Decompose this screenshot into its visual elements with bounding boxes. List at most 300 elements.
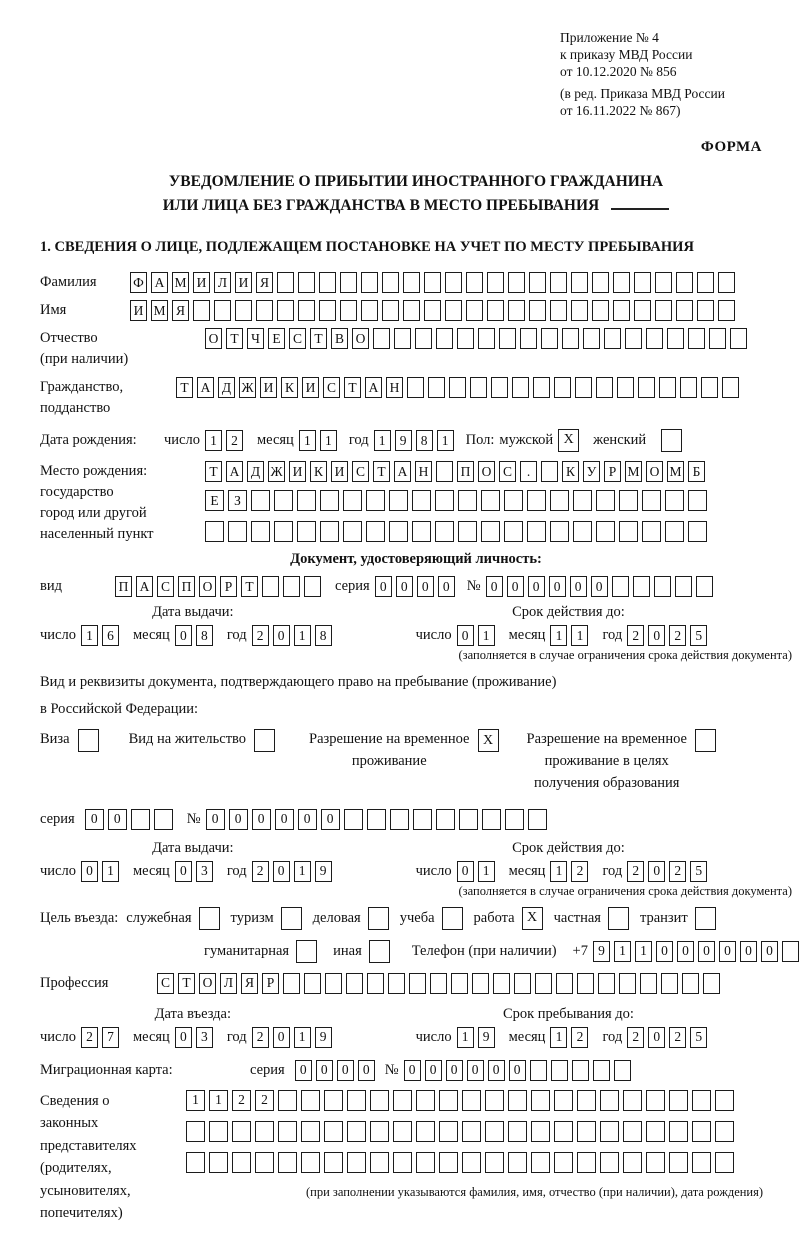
- char-cell[interactable]: [485, 1090, 504, 1111]
- char-cell[interactable]: [485, 1121, 504, 1142]
- char-cell[interactable]: 9: [315, 861, 332, 882]
- char-cell[interactable]: [669, 1090, 688, 1111]
- char-cell[interactable]: 0: [698, 941, 715, 962]
- char-cell[interactable]: [640, 973, 657, 994]
- char-cell[interactable]: 2: [81, 1027, 98, 1048]
- char-cell[interactable]: 0: [85, 809, 104, 830]
- char-cell[interactable]: У: [583, 461, 600, 482]
- char-cell[interactable]: [661, 973, 678, 994]
- char-cell[interactable]: [571, 300, 588, 321]
- char-cell[interactable]: 0: [446, 1060, 463, 1081]
- char-cell[interactable]: [435, 521, 454, 542]
- char-cell[interactable]: [343, 521, 362, 542]
- char-cell[interactable]: Ф: [130, 272, 147, 293]
- char-cell[interactable]: [531, 1152, 550, 1173]
- char-cell[interactable]: 2: [232, 1090, 251, 1111]
- char-cell[interactable]: [554, 377, 571, 398]
- char-cell[interactable]: [504, 521, 523, 542]
- char-cell[interactable]: 9: [315, 1027, 332, 1048]
- checkbox-work[interactable]: X: [522, 907, 543, 930]
- char-cell[interactable]: О: [205, 328, 222, 349]
- char-cell[interactable]: 0: [273, 625, 290, 646]
- char-cell[interactable]: 0: [375, 576, 392, 597]
- char-cell[interactable]: [458, 490, 477, 511]
- char-cell[interactable]: Т: [205, 461, 222, 482]
- char-cell[interactable]: [416, 1090, 435, 1111]
- char-cell[interactable]: 0: [591, 576, 608, 597]
- char-cell[interactable]: [715, 1152, 734, 1173]
- char-cell[interactable]: [676, 272, 693, 293]
- char-cell[interactable]: [481, 521, 500, 542]
- char-cell[interactable]: 6: [102, 625, 119, 646]
- char-cell[interactable]: 1: [205, 430, 222, 451]
- char-cell[interactable]: [301, 1152, 320, 1173]
- char-cell[interactable]: [604, 328, 621, 349]
- char-cell[interactable]: [505, 809, 524, 830]
- char-cell[interactable]: [154, 809, 173, 830]
- char-cell[interactable]: С: [157, 576, 174, 597]
- char-cell[interactable]: 0: [206, 809, 225, 830]
- char-cell[interactable]: Ч: [247, 328, 264, 349]
- char-cell[interactable]: О: [478, 461, 495, 482]
- char-cell[interactable]: [529, 300, 546, 321]
- char-cell[interactable]: [439, 1121, 458, 1142]
- char-cell[interactable]: [600, 1090, 619, 1111]
- char-cell[interactable]: [619, 490, 638, 511]
- char-cell[interactable]: [655, 300, 672, 321]
- char-cell[interactable]: П: [115, 576, 132, 597]
- char-cell[interactable]: [633, 576, 650, 597]
- char-cell[interactable]: [697, 300, 714, 321]
- char-cell[interactable]: [274, 521, 293, 542]
- char-cell[interactable]: 1: [320, 430, 337, 451]
- char-cell[interactable]: [186, 1121, 205, 1142]
- char-cell[interactable]: [278, 1121, 297, 1142]
- char-cell[interactable]: [262, 576, 279, 597]
- char-cell[interactable]: А: [365, 377, 382, 398]
- char-cell[interactable]: [550, 272, 567, 293]
- char-cell[interactable]: [676, 300, 693, 321]
- char-cell[interactable]: Б: [688, 461, 705, 482]
- char-cell[interactable]: [412, 521, 431, 542]
- checkbox-other[interactable]: [369, 940, 390, 963]
- char-cell[interactable]: Р: [604, 461, 621, 482]
- char-cell[interactable]: [531, 1121, 550, 1142]
- char-cell[interactable]: 2: [669, 861, 686, 882]
- char-cell[interactable]: [457, 328, 474, 349]
- char-cell[interactable]: [367, 973, 384, 994]
- char-cell[interactable]: [701, 377, 718, 398]
- char-cell[interactable]: [715, 1090, 734, 1111]
- char-cell[interactable]: [255, 1152, 274, 1173]
- char-cell[interactable]: 1: [209, 1090, 228, 1111]
- char-cell[interactable]: [409, 973, 426, 994]
- char-cell[interactable]: 0: [175, 625, 192, 646]
- char-cell[interactable]: 0: [438, 576, 455, 597]
- char-cell[interactable]: [659, 377, 676, 398]
- char-cell[interactable]: [529, 272, 546, 293]
- char-cell[interactable]: [654, 576, 671, 597]
- char-cell[interactable]: К: [562, 461, 579, 482]
- char-cell[interactable]: З: [228, 490, 247, 511]
- char-cell[interactable]: [278, 1152, 297, 1173]
- char-cell[interactable]: [462, 1121, 481, 1142]
- char-cell[interactable]: [436, 809, 455, 830]
- char-cell[interactable]: 1: [437, 430, 454, 451]
- char-cell[interactable]: [445, 272, 462, 293]
- char-cell[interactable]: 1: [550, 861, 567, 882]
- char-cell[interactable]: 1: [294, 625, 311, 646]
- char-cell[interactable]: [413, 809, 432, 830]
- char-cell[interactable]: [675, 576, 692, 597]
- char-cell[interactable]: 0: [229, 809, 248, 830]
- char-cell[interactable]: [575, 377, 592, 398]
- char-cell[interactable]: 0: [108, 809, 127, 830]
- char-cell[interactable]: [325, 973, 342, 994]
- char-cell[interactable]: [623, 1121, 642, 1142]
- char-cell[interactable]: 0: [486, 576, 503, 597]
- char-cell[interactable]: Е: [205, 490, 224, 511]
- char-cell[interactable]: А: [197, 377, 214, 398]
- char-cell[interactable]: [297, 490, 316, 511]
- char-cell[interactable]: [251, 490, 270, 511]
- char-cell[interactable]: [436, 461, 453, 482]
- char-cell[interactable]: [297, 521, 316, 542]
- checkbox-transit[interactable]: [695, 907, 716, 930]
- char-cell[interactable]: [430, 973, 447, 994]
- char-cell[interactable]: [596, 377, 613, 398]
- char-cell[interactable]: [347, 1152, 366, 1173]
- char-cell[interactable]: И: [331, 461, 348, 482]
- char-cell[interactable]: 8: [315, 625, 332, 646]
- char-cell[interactable]: [541, 461, 558, 482]
- char-cell[interactable]: [697, 272, 714, 293]
- char-cell[interactable]: 2: [252, 861, 269, 882]
- char-cell[interactable]: [688, 521, 707, 542]
- char-cell[interactable]: [424, 300, 441, 321]
- char-cell[interactable]: 0: [549, 576, 566, 597]
- char-cell[interactable]: [617, 377, 634, 398]
- char-cell[interactable]: [366, 521, 385, 542]
- char-cell[interactable]: [642, 521, 661, 542]
- char-cell[interactable]: И: [260, 377, 277, 398]
- char-cell[interactable]: С: [289, 328, 306, 349]
- char-cell[interactable]: [416, 1152, 435, 1173]
- char-cell[interactable]: 0: [358, 1060, 375, 1081]
- char-cell[interactable]: [319, 300, 336, 321]
- char-cell[interactable]: 1: [294, 861, 311, 882]
- char-cell[interactable]: 0: [175, 1027, 192, 1048]
- char-cell[interactable]: [554, 1090, 573, 1111]
- char-cell[interactable]: [340, 300, 357, 321]
- char-cell[interactable]: [228, 521, 247, 542]
- char-cell[interactable]: [478, 328, 495, 349]
- char-cell[interactable]: [277, 300, 294, 321]
- char-cell[interactable]: [439, 1152, 458, 1173]
- checkbox-temp-residence-education[interactable]: [695, 729, 716, 752]
- char-cell[interactable]: Т: [178, 973, 195, 994]
- char-cell[interactable]: 0: [761, 941, 778, 962]
- char-cell[interactable]: [320, 490, 339, 511]
- char-cell[interactable]: С: [157, 973, 174, 994]
- char-cell[interactable]: [251, 521, 270, 542]
- char-cell[interactable]: [283, 576, 300, 597]
- char-cell[interactable]: Л: [214, 272, 231, 293]
- char-cell[interactable]: 1: [550, 625, 567, 646]
- char-cell[interactable]: Т: [241, 576, 258, 597]
- char-cell[interactable]: Р: [262, 973, 279, 994]
- char-cell[interactable]: 2: [252, 625, 269, 646]
- checkbox-business[interactable]: [368, 907, 389, 930]
- char-cell[interactable]: [665, 521, 684, 542]
- char-cell[interactable]: Я: [172, 300, 189, 321]
- char-cell[interactable]: [782, 941, 799, 962]
- char-cell[interactable]: [415, 328, 432, 349]
- char-cell[interactable]: 2: [627, 861, 644, 882]
- checkbox-humanitarian[interactable]: [296, 940, 317, 963]
- char-cell[interactable]: [390, 809, 409, 830]
- char-cell[interactable]: [304, 576, 321, 597]
- char-cell[interactable]: [462, 1090, 481, 1111]
- char-cell[interactable]: 2: [255, 1090, 274, 1111]
- char-cell[interactable]: [428, 377, 445, 398]
- char-cell[interactable]: [131, 809, 150, 830]
- char-cell[interactable]: [393, 1121, 412, 1142]
- char-cell[interactable]: [596, 521, 615, 542]
- char-cell[interactable]: [583, 328, 600, 349]
- char-cell[interactable]: [592, 272, 609, 293]
- char-cell[interactable]: [709, 328, 726, 349]
- char-cell[interactable]: [472, 973, 489, 994]
- char-cell[interactable]: [718, 272, 735, 293]
- char-cell[interactable]: И: [302, 377, 319, 398]
- char-cell[interactable]: Т: [176, 377, 193, 398]
- char-cell[interactable]: [692, 1090, 711, 1111]
- char-cell[interactable]: [550, 521, 569, 542]
- char-cell[interactable]: 0: [507, 576, 524, 597]
- char-cell[interactable]: А: [394, 461, 411, 482]
- char-cell[interactable]: 0: [316, 1060, 333, 1081]
- char-cell[interactable]: Ж: [239, 377, 256, 398]
- char-cell[interactable]: [466, 300, 483, 321]
- char-cell[interactable]: [612, 576, 629, 597]
- char-cell[interactable]: [274, 490, 293, 511]
- char-cell[interactable]: [573, 521, 592, 542]
- char-cell[interactable]: 0: [425, 1060, 442, 1081]
- char-cell[interactable]: Я: [256, 272, 273, 293]
- char-cell[interactable]: [278, 1090, 297, 1111]
- char-cell[interactable]: [556, 973, 573, 994]
- char-cell[interactable]: А: [151, 272, 168, 293]
- char-cell[interactable]: 2: [669, 625, 686, 646]
- char-cell[interactable]: [499, 328, 516, 349]
- char-cell[interactable]: 0: [273, 1027, 290, 1048]
- char-cell[interactable]: [214, 300, 231, 321]
- char-cell[interactable]: [466, 272, 483, 293]
- char-cell[interactable]: [370, 1121, 389, 1142]
- char-cell[interactable]: 3: [196, 1027, 213, 1048]
- char-cell[interactable]: [527, 490, 546, 511]
- checkbox-official[interactable]: [199, 907, 220, 930]
- char-cell[interactable]: 0: [457, 861, 474, 882]
- char-cell[interactable]: С: [323, 377, 340, 398]
- char-cell[interactable]: [508, 300, 525, 321]
- char-cell[interactable]: О: [352, 328, 369, 349]
- char-cell[interactable]: [715, 1121, 734, 1142]
- checkbox-visa[interactable]: [78, 729, 99, 752]
- char-cell[interactable]: [722, 377, 739, 398]
- char-cell[interactable]: 0: [81, 861, 98, 882]
- char-cell[interactable]: 0: [509, 1060, 526, 1081]
- char-cell[interactable]: 0: [648, 861, 665, 882]
- char-cell[interactable]: [554, 1121, 573, 1142]
- char-cell[interactable]: М: [151, 300, 168, 321]
- char-cell[interactable]: [598, 973, 615, 994]
- char-cell[interactable]: М: [172, 272, 189, 293]
- char-cell[interactable]: [439, 1090, 458, 1111]
- char-cell[interactable]: 9: [395, 430, 412, 451]
- char-cell[interactable]: 0: [719, 941, 736, 962]
- char-cell[interactable]: [593, 1060, 610, 1081]
- char-cell[interactable]: [298, 272, 315, 293]
- char-cell[interactable]: [600, 1121, 619, 1142]
- char-cell[interactable]: 1: [81, 625, 98, 646]
- char-cell[interactable]: Н: [386, 377, 403, 398]
- char-cell[interactable]: И: [193, 272, 210, 293]
- char-cell[interactable]: [235, 300, 252, 321]
- char-cell[interactable]: 1: [478, 861, 495, 882]
- char-cell[interactable]: [730, 328, 747, 349]
- char-cell[interactable]: П: [178, 576, 195, 597]
- char-cell[interactable]: [527, 521, 546, 542]
- char-cell[interactable]: 0: [488, 1060, 505, 1081]
- char-cell[interactable]: [277, 272, 294, 293]
- char-cell[interactable]: 1: [299, 430, 316, 451]
- char-cell[interactable]: [613, 300, 630, 321]
- char-cell[interactable]: [462, 1152, 481, 1173]
- char-cell[interactable]: [669, 1152, 688, 1173]
- char-cell[interactable]: [436, 328, 453, 349]
- char-cell[interactable]: [600, 1152, 619, 1173]
- char-cell[interactable]: [572, 1060, 589, 1081]
- checkbox-study[interactable]: [442, 907, 463, 930]
- char-cell[interactable]: [470, 377, 487, 398]
- char-cell[interactable]: 9: [593, 941, 610, 962]
- char-cell[interactable]: 8: [196, 625, 213, 646]
- char-cell[interactable]: И: [130, 300, 147, 321]
- char-cell[interactable]: 7: [102, 1027, 119, 1048]
- char-cell[interactable]: 0: [528, 576, 545, 597]
- char-cell[interactable]: П: [457, 461, 474, 482]
- char-cell[interactable]: Т: [226, 328, 243, 349]
- char-cell[interactable]: 2: [627, 1027, 644, 1048]
- char-cell[interactable]: [205, 521, 224, 542]
- char-cell[interactable]: [367, 809, 386, 830]
- char-cell[interactable]: 0: [337, 1060, 354, 1081]
- char-cell[interactable]: [530, 1060, 547, 1081]
- char-cell[interactable]: [487, 300, 504, 321]
- char-cell[interactable]: А: [226, 461, 243, 482]
- char-cell[interactable]: [688, 328, 705, 349]
- char-cell[interactable]: 1: [571, 625, 588, 646]
- char-cell[interactable]: [680, 377, 697, 398]
- char-cell[interactable]: [319, 272, 336, 293]
- char-cell[interactable]: [424, 272, 441, 293]
- char-cell[interactable]: Т: [310, 328, 327, 349]
- char-cell[interactable]: [577, 1121, 596, 1142]
- char-cell[interactable]: Е: [268, 328, 285, 349]
- char-cell[interactable]: С: [352, 461, 369, 482]
- char-cell[interactable]: [614, 1060, 631, 1081]
- char-cell[interactable]: [382, 300, 399, 321]
- char-cell[interactable]: [554, 1152, 573, 1173]
- char-cell[interactable]: [416, 1121, 435, 1142]
- char-cell[interactable]: [304, 973, 321, 994]
- char-cell[interactable]: [551, 1060, 568, 1081]
- char-cell[interactable]: 2: [571, 861, 588, 882]
- char-cell[interactable]: [283, 973, 300, 994]
- char-cell[interactable]: [535, 973, 552, 994]
- char-cell[interactable]: О: [199, 973, 216, 994]
- char-cell[interactable]: [347, 1090, 366, 1111]
- checkbox-residence-permit[interactable]: [254, 729, 275, 752]
- char-cell[interactable]: 0: [175, 861, 192, 882]
- char-cell[interactable]: [508, 272, 525, 293]
- char-cell[interactable]: [682, 973, 699, 994]
- char-cell[interactable]: 0: [275, 809, 294, 830]
- char-cell[interactable]: [493, 973, 510, 994]
- char-cell[interactable]: [343, 490, 362, 511]
- char-cell[interactable]: [435, 490, 454, 511]
- char-cell[interactable]: 1: [457, 1027, 474, 1048]
- char-cell[interactable]: [193, 300, 210, 321]
- char-cell[interactable]: 0: [417, 576, 434, 597]
- char-cell[interactable]: [634, 272, 651, 293]
- char-cell[interactable]: С: [499, 461, 516, 482]
- char-cell[interactable]: [209, 1121, 228, 1142]
- char-cell[interactable]: [571, 272, 588, 293]
- char-cell[interactable]: Т: [373, 461, 390, 482]
- char-cell[interactable]: [623, 1090, 642, 1111]
- char-cell[interactable]: [619, 521, 638, 542]
- char-cell[interactable]: 1: [186, 1090, 205, 1111]
- char-cell[interactable]: [186, 1152, 205, 1173]
- char-cell[interactable]: К: [310, 461, 327, 482]
- char-cell[interactable]: [445, 300, 462, 321]
- char-cell[interactable]: [592, 300, 609, 321]
- char-cell[interactable]: [638, 377, 655, 398]
- char-cell[interactable]: [577, 1090, 596, 1111]
- char-cell[interactable]: [550, 300, 567, 321]
- char-cell[interactable]: К: [281, 377, 298, 398]
- char-cell[interactable]: [451, 973, 468, 994]
- char-cell[interactable]: 1: [478, 625, 495, 646]
- char-cell[interactable]: [491, 377, 508, 398]
- char-cell[interactable]: Я: [241, 973, 258, 994]
- char-cell[interactable]: [324, 1090, 343, 1111]
- char-cell[interactable]: 2: [669, 1027, 686, 1048]
- char-cell[interactable]: 0: [298, 809, 317, 830]
- char-cell[interactable]: Т: [344, 377, 361, 398]
- char-cell[interactable]: 0: [295, 1060, 312, 1081]
- char-cell[interactable]: [508, 1152, 527, 1173]
- char-cell[interactable]: [301, 1121, 320, 1142]
- char-cell[interactable]: [361, 272, 378, 293]
- char-cell[interactable]: 5: [690, 1027, 707, 1048]
- char-cell[interactable]: Д: [247, 461, 264, 482]
- char-cell[interactable]: О: [646, 461, 663, 482]
- char-cell[interactable]: 0: [273, 861, 290, 882]
